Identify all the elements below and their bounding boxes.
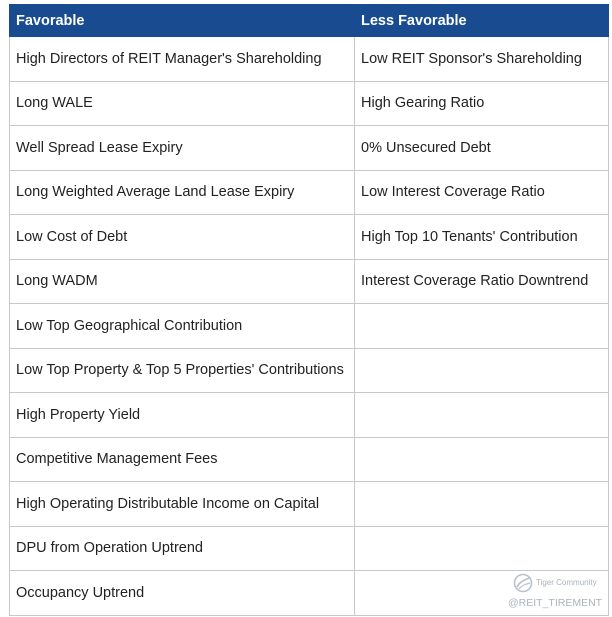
watermark	[508, 572, 608, 612]
favorable-cell: Low Top Geographical Contribution	[10, 304, 355, 349]
table-row	[10, 348, 609, 393]
table-row	[10, 304, 609, 349]
table-row	[10, 81, 609, 126]
less-favorable-cell	[355, 482, 609, 527]
less-favorable-cell	[355, 304, 609, 349]
favorable-cell: DPU from Operation Uptrend	[10, 526, 355, 571]
watermark-handle: @REIT_TIREMENT	[508, 597, 603, 609]
table-row	[10, 170, 609, 215]
favorable-cell: High Property Yield	[10, 393, 355, 438]
favorable-cell: High Directors of REIT Manager's Shareholding	[10, 37, 355, 82]
table-row	[10, 37, 609, 82]
table-row	[10, 259, 609, 304]
less-favorable-cell: Low Interest Coverage Ratio	[355, 170, 609, 215]
header-row	[10, 5, 609, 37]
less-favorable-cell: Low REIT Sponsor's Shareholding	[355, 37, 609, 82]
less-favorable-cell	[355, 348, 609, 393]
reit-factors-table	[9, 4, 609, 616]
less-favorable-cell: Interest Coverage Ratio Downtrend	[355, 259, 609, 304]
table-row	[10, 437, 609, 482]
less-favorable-cell: High Gearing Ratio	[355, 81, 609, 126]
favorable-cell: Long WALE	[10, 81, 355, 126]
favorable-cell: Well Spread Lease Expiry	[10, 126, 355, 171]
table-row	[10, 526, 609, 571]
table-row	[10, 215, 609, 260]
less-favorable-cell	[355, 437, 609, 482]
watermark-brand: Tiger Community	[536, 578, 597, 587]
favorable-cell: Occupancy Uptrend	[10, 571, 355, 616]
header-less-favorable: Less Favorable	[355, 5, 609, 37]
table-row	[10, 393, 609, 438]
less-favorable-cell	[355, 393, 609, 438]
less-favorable-cell	[355, 526, 609, 571]
favorable-cell: Low Top Property & Top 5 Properties' Contributions	[10, 348, 355, 393]
table-row	[10, 482, 609, 527]
header-favorable: Favorable	[10, 5, 355, 37]
table-row	[10, 126, 609, 171]
tiger-community-logo-icon	[512, 572, 534, 594]
favorable-cell: Competitive Management Fees	[10, 437, 355, 482]
favorable-cell: Long WADM	[10, 259, 355, 304]
favorable-cell: High Operating Distributable Income on Capital	[10, 482, 355, 527]
less-favorable-cell: 0% Unsecured Debt	[355, 126, 609, 171]
favorable-cell: Low Cost of Debt	[10, 215, 355, 260]
less-favorable-cell: High Top 10 Tenants' Contribution	[355, 215, 609, 260]
favorable-cell: Long Weighted Average Land Lease Expiry	[10, 170, 355, 215]
